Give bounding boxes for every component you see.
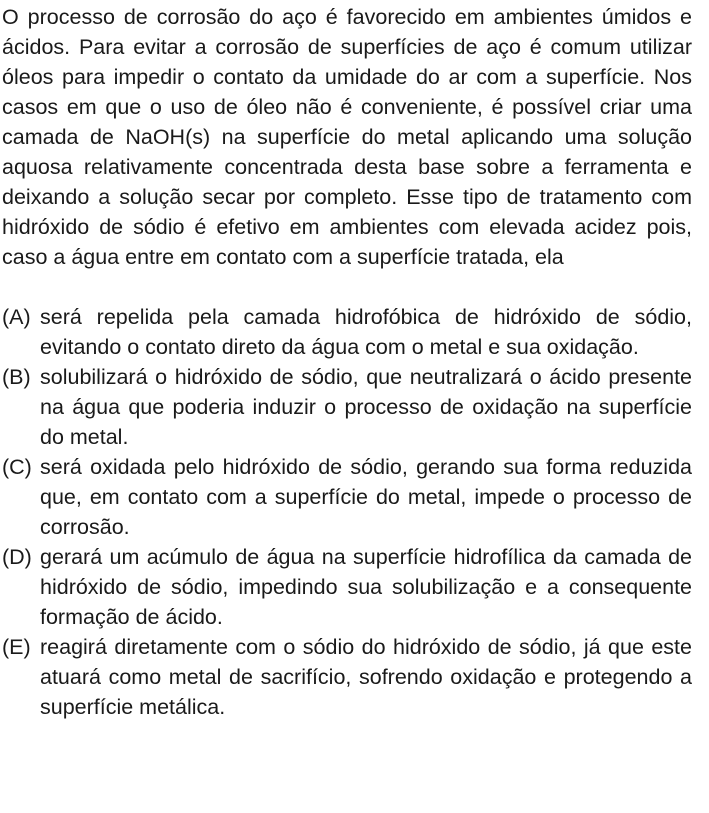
option-letter: (B)	[2, 365, 31, 389]
option-c[interactable]	[2, 452, 692, 542]
option-text: será oxidada pelo hidróxido de sódio, gerando sua forma reduzida que, em contato com a superfície do metal, impede o processo de corrosão.	[40, 455, 692, 539]
option-letter: (A)	[2, 305, 31, 329]
option-b[interactable]	[2, 362, 692, 452]
option-d[interactable]	[2, 542, 692, 632]
option-letter: (C)	[2, 455, 32, 479]
option-letter: (E)	[2, 635, 31, 659]
answer-options	[2, 302, 692, 722]
option-text: gerará um acúmulo de água na superfície hidrofílica da camada de hidróxido de sódio, impedindo sua solubilização e a consequente formação de ácido.	[40, 545, 692, 629]
question-stem: O processo de corrosão do aço é favorecido em ambientes úmidos e ácidos. Para evitar a corrosão de superfícies de aço é comum utilizar óleos para impedir o contato da umidade do ar com a superfície. Nos casos em que o uso de óleo não é conveniente, é possível criar uma camada de NaOH(s) na superfície do metal aplicando uma solução aquosa relativamente concentrada desta base sobre a ferramenta e deixando a solução secar por completo. Esse tipo de tratamento com hidróxido de sódio é efetivo em ambientes com elevada acidez pois, caso a água entre em contato com a superfície tratada, ela	[2, 5, 692, 269]
option-text: reagirá diretamente com o sódio do hidróxido de sódio, já que este atuará como metal de sacrifício, sofrendo oxidação e protegendo a superfície metálica.	[40, 635, 692, 719]
option-e[interactable]	[2, 632, 692, 722]
option-letter: (D)	[2, 545, 32, 569]
question-block	[2, 0, 692, 722]
option-text: será repelida pela camada hidrofóbica de hidróxido de sódio, evitando o contato direto da água com o metal e sua oxidação.	[40, 305, 692, 359]
option-text: solubilizará o hidróxido de sódio, que neutralizará o ácido presente na água que poderia induzir o processo de oxidação na superfície do metal.	[40, 365, 692, 449]
option-a[interactable]	[2, 302, 692, 362]
